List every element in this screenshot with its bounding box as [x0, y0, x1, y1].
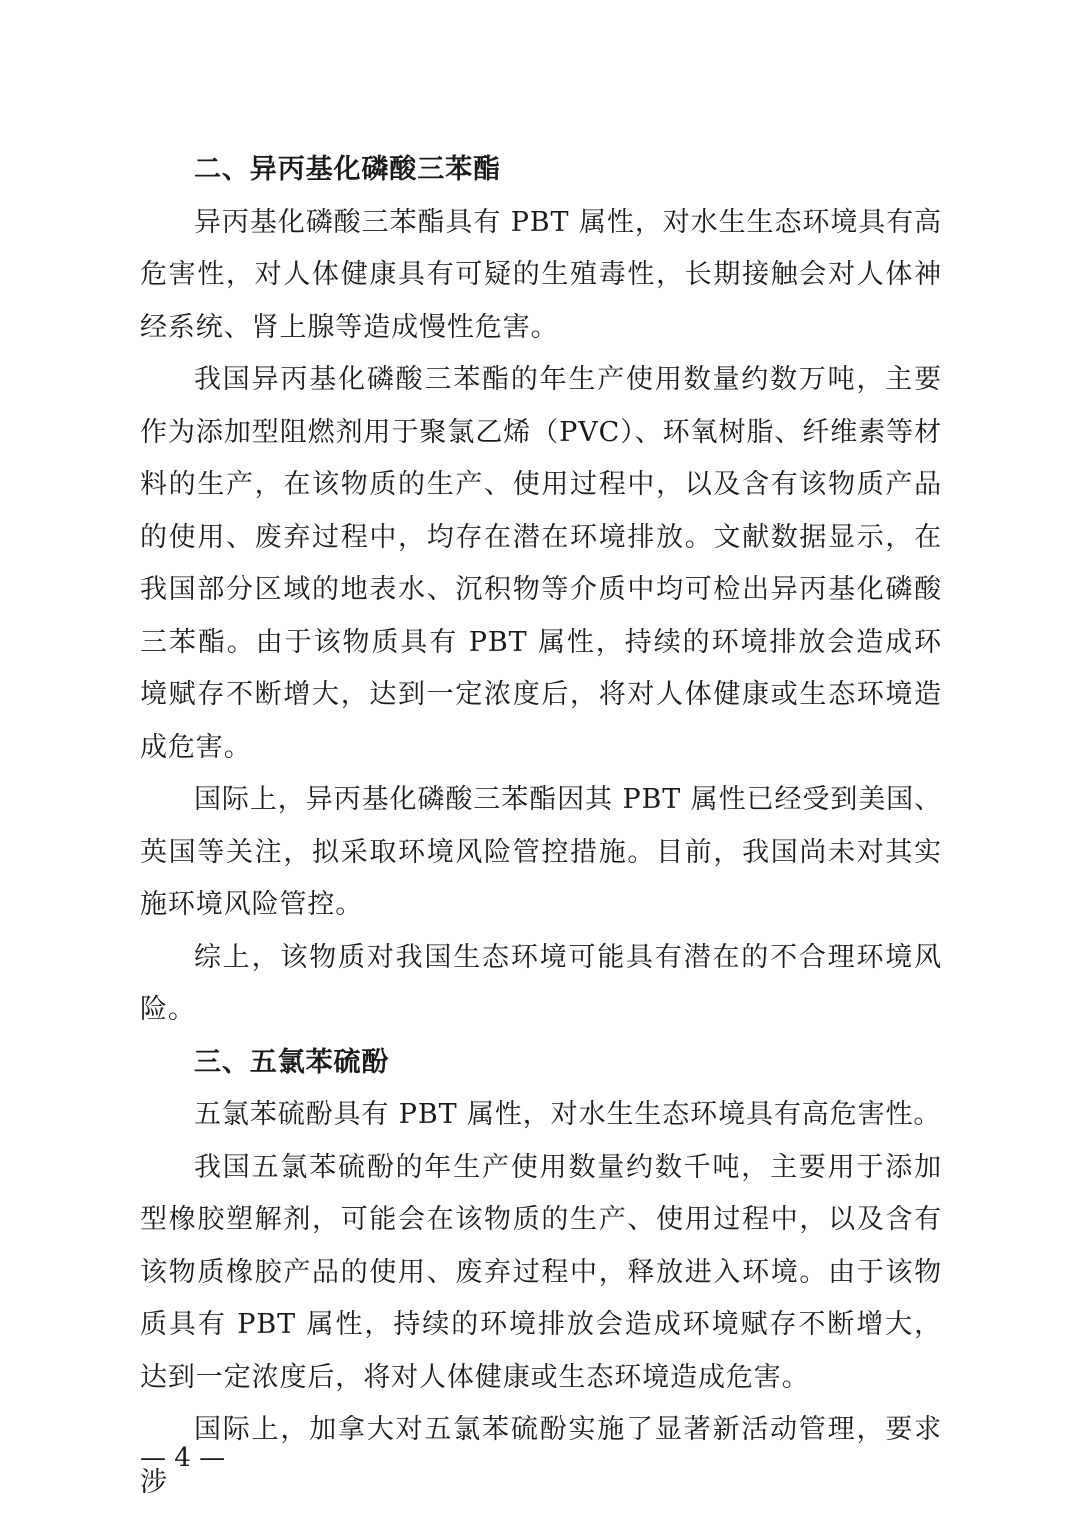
paragraph: 五氯苯硫酚具有 PBT 属性，对水生生态环境具有高危害性。 [194, 1099, 942, 1130]
paragraph: 我国异丙基化磷酸三苯酯的年生产使用数量约数万吨，主要作为添加型阻燃剂用于聚氯乙烯（PVC）、环氧树脂、纤维素等材料的生产，在该物质的生产、使用过程中，以及含有该物质产品的使用、废弃过程中，均存在潜在环境排放。文献数据显示，在我国部分区域的地表水、沉积物等介质中均可检出异丙基化磷酸三苯酯。由于该物质具有 PBT 属性，持续的环境排放会造成环境赋存不断增大，达到一定浓度后，将对人体健康或生态环境造成危害。 [140, 364, 942, 763]
paragraph: 国际上，异丙基化磷酸三苯酯因其 PBT 属性已经受到美国、英国等关注，拟采取环境风险管控措施。目前，我国尚未对其实施环境风险管控。 [140, 784, 942, 920]
document-body [140, 144, 942, 1509]
paragraph: 国际上，加拿大对五氯苯硫酚实施了显著新活动管理，要求涉 [140, 1414, 942, 1498]
section-heading-pentachlorothiophenol: 三、五氯苯硫酚 [194, 1046, 390, 1078]
page-number: — 4 — [140, 1443, 226, 1473]
paragraph: 我国五氯苯硫酚的年生产使用数量约数千吨，主要用于添加型橡胶塑解剂，可能会在该物质的生产、使用过程中，以及含有该物质橡胶产品的使用、废弃过程中，释放进入环境。由于该物质具有 PBT 属性，持续的环境排放会造成环境赋存不断增大，达到一定浓度后，将对人体健康或生态环境造成危害。 [140, 1151, 942, 1393]
section-heading-isopropylated-triphenyl-phosphate: 二、异丙基化磷酸三苯酯 [194, 154, 501, 185]
paragraph: 综上，该物质对我国生态环境可能具有潜在的不合理环境风险。 [140, 941, 942, 1025]
paragraph: 异丙基化磷酸三苯酯具有 PBT 属性，对水生生态环境具有高危害性，对人体健康具有可疑的生殖毒性，长期接触会对人体神经系统、肾上腺等造成慢性危害。 [140, 206, 942, 343]
